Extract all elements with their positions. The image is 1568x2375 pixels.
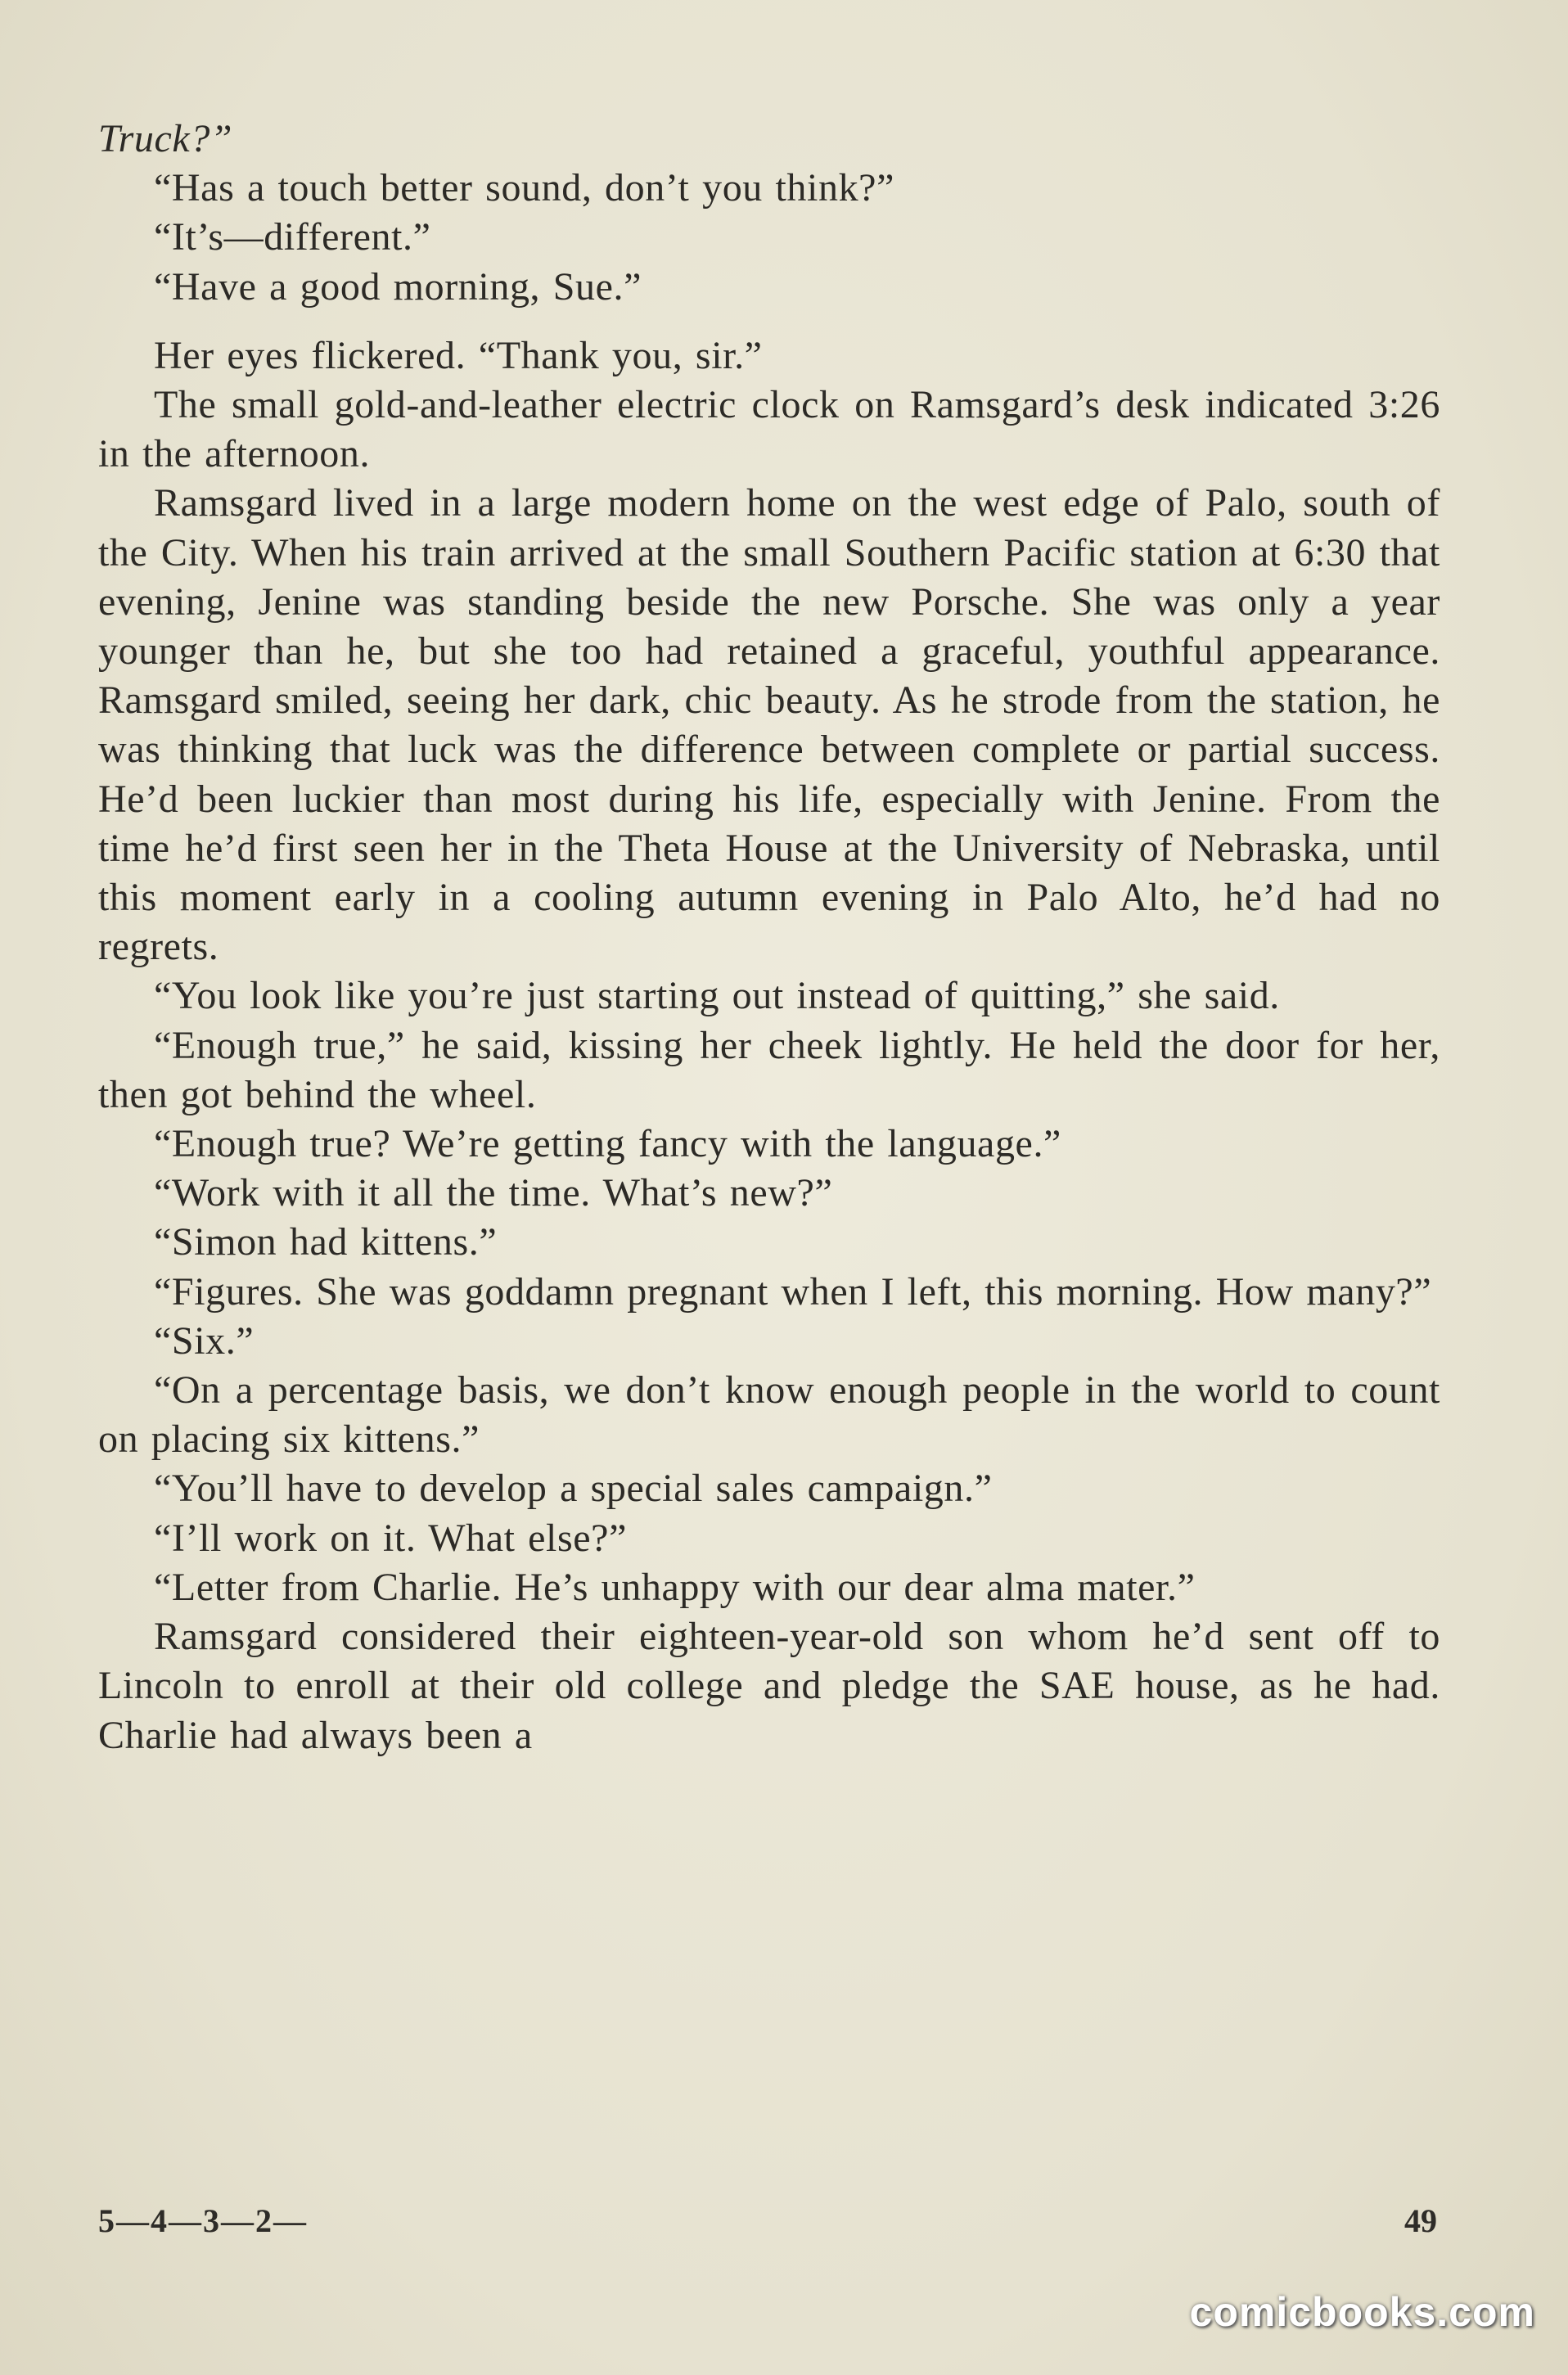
paragraph: “Six.” (154, 1318, 255, 1363)
paragraph: “You’ll have to develop a special sales campaign.” (154, 1467, 993, 1511)
paragraph: “Figures. She was goddamn pregnant when I left, this morning. How many?” (154, 1269, 1432, 1314)
page-body (98, 115, 1440, 2226)
paragraph: “It’s—different.” (154, 215, 431, 259)
paragraph: Truck?” (98, 117, 233, 160)
paragraph: “Letter from Charlie. He’s unhappy with our dear alma mater.” (154, 1565, 1196, 1609)
paragraph: “Enough true? We’re getting fancy with the language.” (154, 1122, 1061, 1166)
watermark: comicbooks.com (1189, 2289, 1535, 2335)
paragraph: Ramsgard lived in a large modern home on the west edge of Palo, south of the City. When his train arrived at the small Southern Pacific station at 6:30 that evening, Jenine was standing beside the new Porsche. She was only a year younger than he, but she too had retained a graceful, youthful appearance. Ramsgard smiled, seeing her dark, chic beauty. As he strode from the station, he was thinking that luck was the difference between complete or partial success. He’d been luckier than most during his life, especially with Jenine. From the time he’d first seen her in the Theta House at the University of Nebraska, until this moment early in a cooling autumn evening in Palo Alto, he’d had no regrets. (98, 481, 1440, 969)
paragraph: Ramsgard considered their eighteen-year-old son whom he’d sent off to Lincoln to enroll at their old college and pledge the SAE house, as he had. Charlie had always been a (98, 1615, 1440, 1757)
paragraph: “On a percentage basis, we don’t know enough people in the world to count on placing six kittens.” (98, 1368, 1440, 1462)
paragraph: The small gold-and-leather electric clock on Ramsgard’s desk indicated 3:26 in the afternoon. (98, 383, 1440, 476)
paragraph: “Has a touch better sound, don’t you think?” (154, 166, 894, 210)
paragraph: “Work with it all the time. What’s new?” (154, 1171, 833, 1215)
page-number: 49 (1404, 2202, 1437, 2239)
paragraph: “I’ll work on it. What else?” (154, 1516, 627, 1560)
paragraph: “You look like you’re just starting out instead of quitting,” she said. (154, 974, 1280, 1018)
paragraph: “Have a good morning, Sue.” (154, 264, 642, 309)
paragraph: “Enough true,” he said, kissing her cheek lightly. He held the door for her, then got behind the wheel. (98, 1023, 1440, 1116)
paragraph: Her eyes flickered. “Thank you, sir.” (154, 333, 763, 377)
chapter-footer: 5—4—3—2— (98, 2202, 308, 2239)
paragraph: “Simon had kittens.” (154, 1220, 498, 1264)
